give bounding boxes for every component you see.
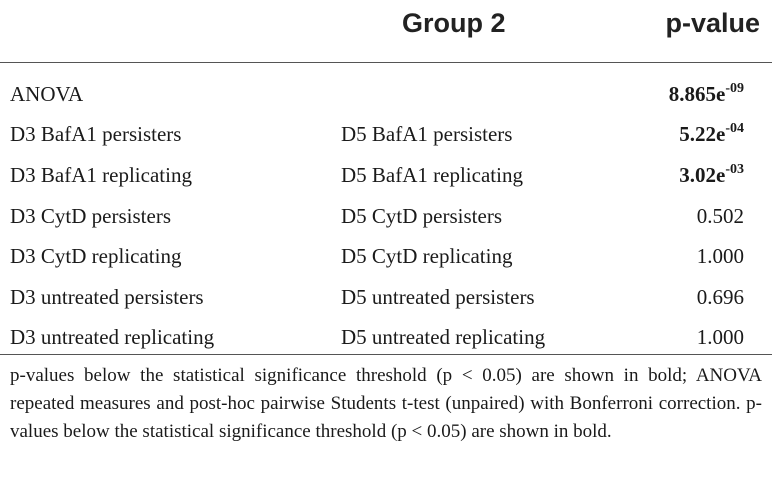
table-footnote: p-values below the statistical significance threshold (p < 0.05) are shown in bold; ANOVA repeated measures and post-hoc pairwise Students t-test (unpaired) with Bonferroni correction. p-values below the statistical significance threshold (p < 0.05) are shown in bold. bbox=[10, 365, 762, 442]
pvalue-mantissa: 5.22e bbox=[679, 122, 726, 146]
group1-cell: D3 untreated persisters bbox=[10, 285, 204, 309]
pvalue-exponent: -09 bbox=[725, 81, 744, 96]
table-header bbox=[0, 0, 772, 62]
pvalue-cell bbox=[697, 285, 744, 310]
pvalue-cell bbox=[669, 82, 744, 107]
group1-cell: D3 CytD persisters bbox=[10, 204, 171, 228]
group2-cell: D5 untreated replicating bbox=[341, 325, 546, 349]
pvalue-cell bbox=[697, 325, 744, 350]
header-divider bbox=[0, 62, 772, 63]
table-row bbox=[0, 325, 772, 365]
table-row bbox=[0, 82, 772, 122]
footnote-divider bbox=[0, 354, 772, 355]
table-row bbox=[0, 163, 772, 203]
group2-cell: D5 CytD persisters bbox=[341, 204, 502, 228]
group1-cell: D3 CytD replicating bbox=[10, 244, 182, 268]
table-row bbox=[0, 204, 772, 244]
pvalue-cell bbox=[679, 122, 744, 147]
table-row bbox=[0, 285, 772, 325]
pvalue-mantissa: 0.696 bbox=[696, 285, 744, 309]
group1-cell: ANOVA bbox=[10, 82, 84, 106]
pvalue-mantissa: 0.502 bbox=[696, 204, 744, 228]
group2-cell: D5 BafA1 replicating bbox=[341, 163, 523, 187]
pvalue-cell bbox=[697, 204, 744, 229]
pvalue-mantissa: 1.000 bbox=[696, 325, 744, 349]
pvalue-cell bbox=[679, 163, 744, 188]
group1-cell: D3 BafA1 persisters bbox=[10, 122, 182, 146]
pvalue-cell bbox=[697, 244, 744, 269]
table-row bbox=[0, 244, 772, 284]
group1-cell: D3 BafA1 replicating bbox=[10, 163, 192, 187]
group2-cell: D5 BafA1 persisters bbox=[341, 122, 513, 146]
group2-column-header: Group 2 bbox=[402, 8, 506, 38]
group1-cell: D3 untreated replicating bbox=[10, 325, 215, 349]
pvalue-exponent: -03 bbox=[725, 162, 744, 177]
pvalue-mantissa: 1.000 bbox=[696, 244, 744, 268]
group2-cell: D5 CytD replicating bbox=[341, 244, 513, 268]
pvalue-mantissa: 8.865e bbox=[668, 82, 726, 106]
pvalue-mantissa: 3.02e bbox=[679, 163, 726, 187]
group2-cell: D5 untreated persisters bbox=[341, 285, 535, 309]
pvalue-exponent: -04 bbox=[725, 121, 744, 136]
pvalue-column-header: p-value bbox=[665, 8, 760, 38]
table-row bbox=[0, 122, 772, 162]
